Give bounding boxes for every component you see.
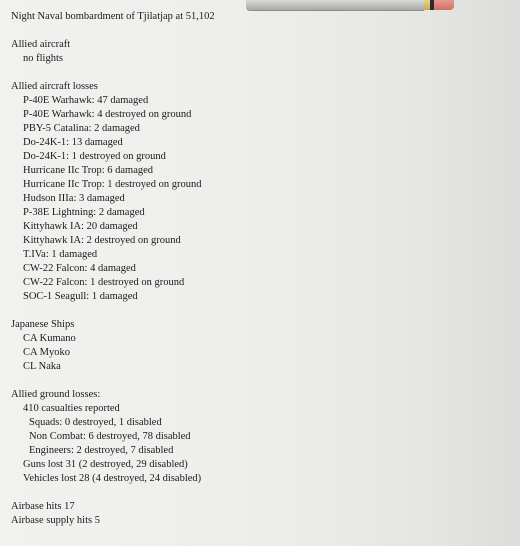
aircraft-loss-item: Do-24K-1: 1 destroyed on ground [23, 151, 166, 162]
japanese-ships-heading: Japanese Ships [11, 319, 75, 330]
vehicles-lost-line: Vehicles lost 28 (4 destroyed, 24 disabled) [23, 473, 202, 484]
casualty-detail: Engineers: 2 destroyed, 7 disabled [29, 445, 174, 456]
aircraft-loss-item: Kittyhawk IA: 2 destroyed on ground [23, 235, 181, 246]
aircraft-loss-item: CW-22 Falcon: 4 damaged [23, 263, 136, 274]
casualty-detail: Non Combat: 6 destroyed, 78 disabled [29, 431, 191, 442]
casualty-detail: Squads: 0 destroyed, 1 disabled [29, 417, 162, 428]
allied-aircraft-heading: Allied aircraft [11, 39, 71, 50]
pencil-ferrule [424, 0, 430, 10]
aircraft-losses-heading: Allied aircraft losses [11, 81, 98, 92]
ship-item: CA Kumano [23, 333, 76, 344]
aircraft-loss-item: Do-24K-1: 13 damaged [23, 137, 123, 148]
aircraft-loss-item: SOC-1 Seagull: 1 damaged [23, 291, 138, 302]
aircraft-loss-item: T.IVa: 1 damaged [23, 249, 98, 260]
aircraft-loss-item: P-40E Warhawk: 4 destroyed on ground [23, 109, 192, 120]
ground-losses-heading: Allied ground losses: [11, 389, 101, 400]
aircraft-loss-item: Hurricane IIc Trop: 1 destroyed on ground [23, 179, 202, 190]
ship-item: CA Myoko [23, 347, 70, 358]
airbase-supply-hits-line: Airbase supply hits 5 [11, 515, 100, 526]
combat-report [11, 10, 311, 528]
pencil-ferrule-band [430, 0, 434, 10]
airbase-hits-line: Airbase hits 17 [11, 501, 75, 512]
guns-lost-line: Guns lost 31 (2 destroyed, 29 disabled) [23, 459, 188, 470]
report-title: Night Naval bombardment of Tjilatjap at 51,102 [11, 11, 215, 22]
aircraft-loss-item: Hudson IIIa: 3 damaged [23, 193, 125, 204]
ship-item: CL Naka [23, 361, 61, 372]
aircraft-loss-item: CW-22 Falcon: 1 destroyed on ground [23, 277, 185, 288]
aircraft-loss-item: PBY-5 Catalina: 2 damaged [23, 123, 140, 134]
aircraft-loss-item: Hurricane IIc Trop: 6 damaged [23, 165, 154, 176]
casualties-line: 410 casualties reported [23, 403, 120, 414]
aircraft-loss-item: P-38E Lightning: 2 damaged [23, 207, 145, 218]
aircraft-loss-item: Kittyhawk IA: 20 damaged [23, 221, 138, 232]
pencil-eraser [434, 0, 454, 10]
allied-aircraft-item: no flights [23, 53, 63, 64]
aircraft-loss-item: P-40E Warhawk: 47 damaged [23, 95, 149, 106]
